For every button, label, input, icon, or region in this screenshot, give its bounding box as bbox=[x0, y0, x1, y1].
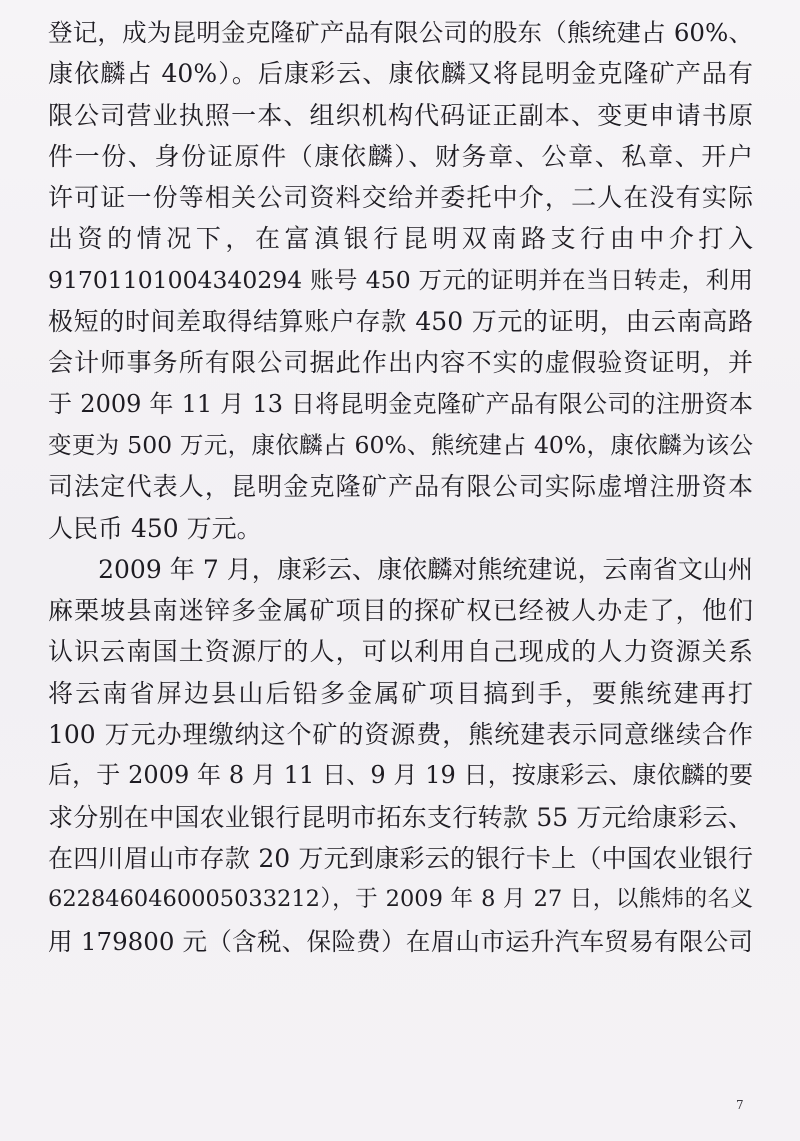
page-number: 7 bbox=[736, 1098, 744, 1112]
text-line: 在四川眉山市存款 20 万元到康彩云的银行卡上（中国农业银行 bbox=[48, 843, 753, 873]
text-line: 于 2009 年 11 月 13 日将昆明金克隆矿产品有限公司的注册资本 bbox=[48, 389, 753, 418]
text-line: 6228460460005033212），于 2009 年 8 月 27 日，以熊炜的名义 bbox=[48, 886, 753, 913]
text-line: 件一份、身份证原件（康依麟）、财务章、公章、私章、开户 bbox=[48, 141, 753, 171]
text-line: 将云南省屏边县山后铅多金属矿项目搞到手，要熊统建再打 bbox=[48, 678, 753, 708]
text-line: 认识云南国土资源厅的人，可以利用自己现成的人力资源关系 bbox=[48, 637, 753, 667]
text-line: 司法定代表人，昆明金克隆矿产品有限公司实际虚增注册资本 bbox=[48, 472, 753, 502]
text-line: 求分别在中国农业银行昆明市拓东支行转款 55 万元给康彩云、 bbox=[48, 802, 753, 832]
text-line: 登记，成为昆明金克隆矿产品有限公司的股东（熊统建占 60%、 bbox=[48, 18, 753, 47]
text-line: 出资的情况下，在富滇银行昆明双南路支行由中介打入 bbox=[48, 224, 753, 254]
text-line: 康依麟占 40%）。后康彩云、康依麟又将昆明金克隆矿产品有 bbox=[48, 59, 753, 89]
text-line: 用 179800 元（含税、保险费）在眉山市运升汽车贸易有限公司 bbox=[48, 926, 753, 956]
text-line: 会计师事务所有限公司据此作出内容不实的虚假验资证明，并 bbox=[48, 348, 753, 378]
text-line: 限公司营业执照一本、组织机构代码证正副本、变更申请书原 bbox=[48, 100, 753, 130]
body-text bbox=[48, 12, 753, 962]
text-line: 极短的时间差取得结算账户存款 450 万元的证明，由云南高路 bbox=[48, 307, 753, 337]
text-line: 100 万元办理缴纳这个矿的资源费，熊统建表示同意继续合作 bbox=[48, 720, 753, 750]
text-line: 许可证一份等相关公司资料交给并委托中介，二人在没有实际 bbox=[48, 183, 753, 213]
text-line: 91701101004340294 账号 450 万元的证明并在当日转走，利用 bbox=[48, 265, 753, 294]
text-line: 麻栗坡县南迷锌多金属矿项目的探矿权已经被人办走了，他们 bbox=[48, 596, 753, 626]
text-line: 2009 年 7 月，康彩云、康依麟对熊统建说，云南省文山州 bbox=[48, 554, 753, 584]
text-line: 人民币 450 万元。 bbox=[48, 513, 262, 543]
text-line: 后，于 2009 年 8 月 11 日、9 月 19 日，按康彩云、康依麟的要 bbox=[48, 761, 753, 790]
text-line: 变更为 500 万元，康依麟占 60%、熊统建占 40%，康依麟为该公 bbox=[48, 430, 753, 459]
